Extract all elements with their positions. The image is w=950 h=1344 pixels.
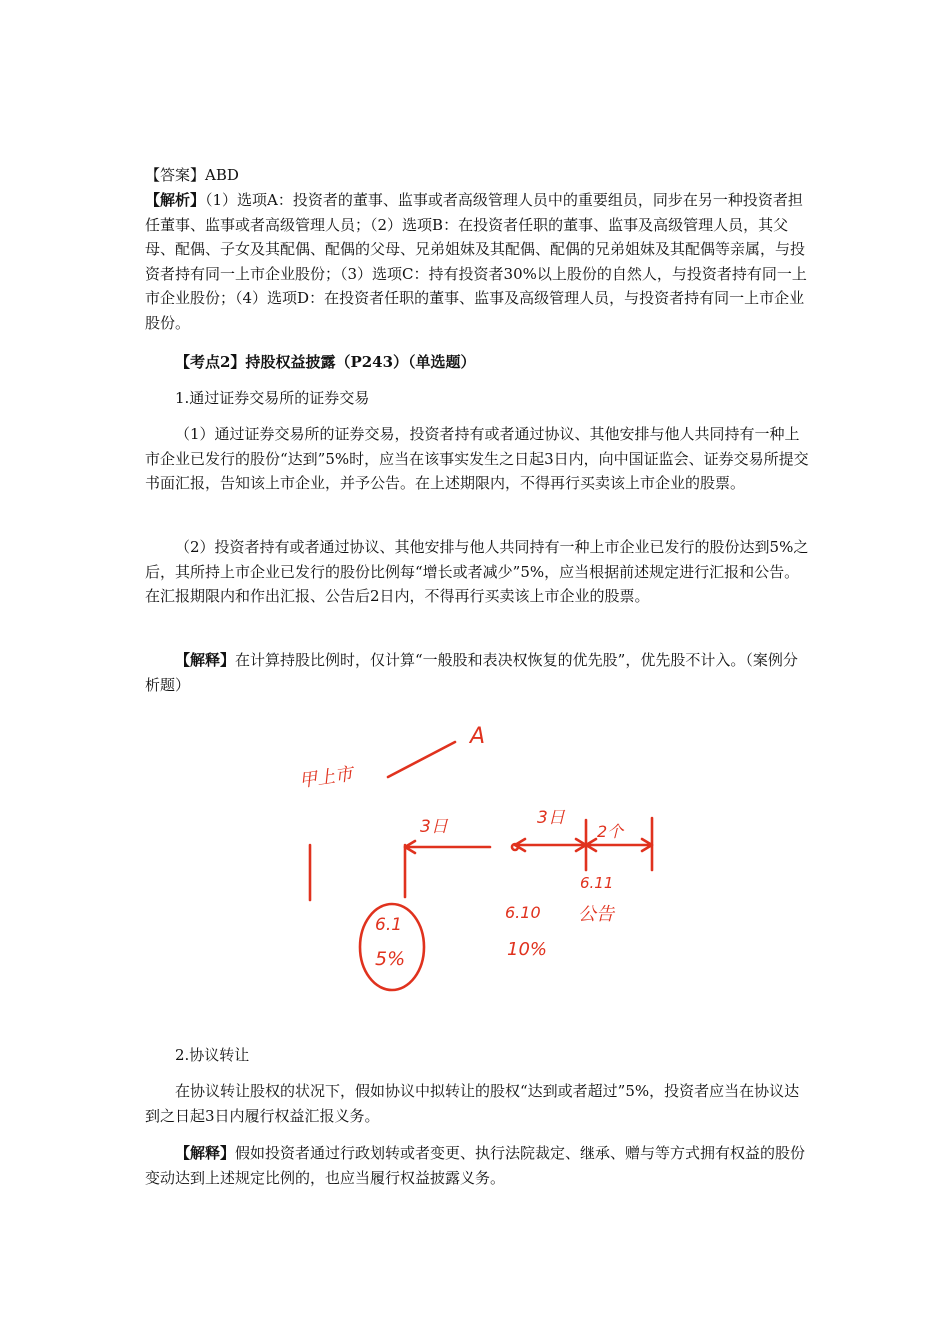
sketch-date-3: 6.11 xyxy=(580,874,614,892)
sketch-date-2: 6.10 xyxy=(505,903,541,922)
paragraph-3: 在协议转让股权的状况下，假如协议中拟转让的股权“达到或者超过”5%，投资者应当在协议达到之日起3日内履行权益汇报义务。 xyxy=(145,1082,800,1125)
sketch-label-3d-1: 3日 xyxy=(420,817,448,837)
answer-value: ABD xyxy=(205,166,239,184)
subsection-title-2: 2.协议转让 xyxy=(175,1046,250,1064)
sketch-pct-2: 10% xyxy=(507,939,548,960)
note-paragraph-2 xyxy=(145,1141,810,1190)
sketch-arrow-3d-1 xyxy=(405,841,490,853)
subsection-title-1: 1.通过证券交易所的证券交易 xyxy=(175,389,370,407)
sketch-label-a: A xyxy=(470,724,486,749)
paragraph-1: （1）通过证券交易所的证券交易，投资者持有或者通过协议、其他安排与他人共同持有一种上市企业已发行的股份“达到”5%时，应当在该事实发生之日起3日内，向中国证监会、证券交易所提交书面汇报，告知该上市企业，并予公告。在上述期限内，不得再行买卖该上市企业的股票。 xyxy=(145,425,809,492)
sketch-label-company: 甲上市 xyxy=(297,763,355,792)
sketch-announce: 公告 xyxy=(578,904,614,925)
answer-line xyxy=(145,163,810,188)
sketch-arrow-3d-2 xyxy=(515,839,586,851)
note-label-1: 【解释】 xyxy=(175,651,236,669)
handwritten-timeline-sketch xyxy=(290,715,670,1000)
note-text-1: 在计算持股比例时，仅计算“一般股和表决权恢复的优先股”，优先股不计入。（案例分析题） xyxy=(145,651,798,694)
sketch-label-2d: 2个 xyxy=(597,822,624,841)
analysis-label: 【解析】 xyxy=(145,191,206,209)
sketch-pct-1: 5% xyxy=(375,948,406,970)
sketch-line-a xyxy=(388,742,455,777)
note-text-2: 假如投资者通过行政划转或者变更、执行法院裁定、继承、赠与等方式拥有权益的股份变动达到上述规定比例的，也应当履行权益披露义务。 xyxy=(145,1144,806,1187)
analysis-text: （1）选项A：投资者的董事、监事或者高级管理人员中的重要组员，同步在另一种投资者担任董事、监事或者高级管理人员；（2）选项B：在投资者任职的董事、监事及高级管理人员，其父母、配偶、子女及其配偶、配偶的父母、兄弟姐妹及其配偶、配偶的兄弟姐妹及其配偶等亲属，与投资者持有同一上市企业股份；（3）选项C：持有投资者30%以上股份的自然人，与投资者持有同一上市企业股份；（4）选项D：在投资者任职的董事、监事及高级管理人员，与投资者持有同一上市企业股份。 xyxy=(145,191,807,332)
note-paragraph-1 xyxy=(145,648,810,697)
sketch-label-3d-2: 3日 xyxy=(537,808,565,828)
sketch-date-1: 6.1 xyxy=(375,915,403,935)
section-heading: 【考点2】持股权益披露（P243）（单选题） xyxy=(175,353,476,371)
sketch-dot xyxy=(512,844,518,850)
paragraph-2: （2）投资者持有或者通过协议、其他安排与他人共同持有一种上市企业已发行的股份达到5%之后，其所持上市企业已发行的股份比例每“增长或者减少”5%，应当根据前述规定进行汇报和公告。在汇报期限内和作出汇报、公告后2日内，不得再行买卖该上市企业的股票。 xyxy=(145,538,809,605)
analysis-paragraph xyxy=(145,188,810,335)
note-label-2: 【解释】 xyxy=(175,1144,236,1162)
answer-label: 【答案】 xyxy=(145,166,206,184)
